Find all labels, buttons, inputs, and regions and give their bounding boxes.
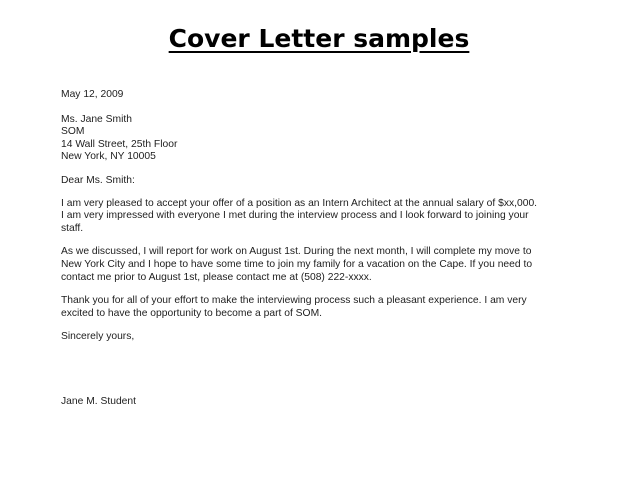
paragraph-line: I am very pleased to accept your offer of a position as an Intern Architect at the annual salary of $xx,000. (61, 197, 538, 209)
closing (61, 331, 601, 344)
letter-date (61, 89, 601, 102)
paragraph-line: excited to have the opportunity to become a part of SOM. (61, 307, 323, 319)
closing-line: Sincerely yours, (61, 331, 135, 343)
address-line-street: 14 Wall Street, 25th Floor (61, 138, 178, 150)
recipient-address (61, 114, 601, 164)
paragraph-line: I am very impressed with everyone I met during the interview process and I look forward to joining your (61, 210, 529, 222)
paragraph-thanks (61, 295, 601, 320)
slide-title: Cover Letter samples (168, 24, 470, 53)
salutation (61, 175, 601, 188)
date-line: May 12, 2009 (61, 89, 124, 100)
address-line-city: New York, NY 10005 (61, 151, 156, 163)
paragraph-line: New York City and I hope to have some time to join my family for a vacation on the Cape. If you need to (61, 258, 533, 270)
paragraph-line: Thank you for all of your effort to make the interviewing process such a pleasant experience. I am very (61, 295, 527, 307)
paragraph-line: contact me prior to August 1st, please contact me at (508) 222-xxxx. (61, 271, 372, 283)
signature-name (61, 396, 601, 409)
paragraph-acceptance (61, 198, 601, 236)
paragraph-start-date (61, 246, 601, 284)
signature-line: Jane M. Student (61, 395, 136, 407)
paragraph-line: As we discussed, I will report for work on August 1st. During the next month, I will complete my move to (61, 246, 532, 258)
address-line-company: SOM (61, 126, 85, 138)
letter-body (61, 89, 601, 409)
salutation-line: Dear Ms. Smith: (61, 174, 135, 186)
paragraph-line: staff. (61, 222, 84, 234)
address-line-name: Ms. Jane Smith (61, 113, 132, 125)
